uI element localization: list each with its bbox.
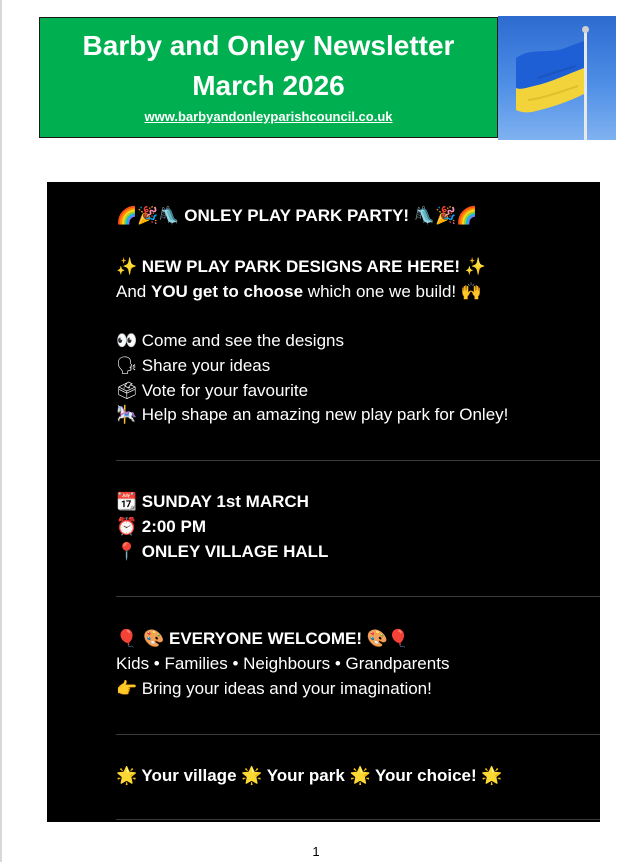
list-item: [116, 329, 508, 354]
list-item: [116, 379, 508, 404]
bring-line: [116, 677, 449, 702]
star-icon: 🌟: [349, 766, 371, 786]
page-number: 1: [312, 844, 320, 859]
newsletter-header: [39, 17, 498, 138]
event-time-text: 2:00 PM: [141, 516, 206, 536]
section-divider: [116, 734, 600, 735]
flag-pole: [584, 30, 587, 140]
bring-text: Bring your ideas and your imagination!: [141, 678, 432, 698]
eyes-icon: 👀: [116, 331, 138, 351]
intro-block: [116, 255, 486, 305]
ballot-box-icon: 🗳: [116, 380, 138, 401]
welcome-block: [116, 627, 449, 701]
section-divider: [116, 460, 600, 461]
headline-text: ONLEY PLAY PARK PARTY!: [184, 206, 410, 225]
poster-headline: [116, 204, 477, 229]
headline-right-icons: 🛝🎉🌈: [413, 206, 478, 226]
speaking-head-icon: 🗣: [116, 355, 138, 376]
slogan: [116, 764, 502, 789]
left-margin-rule: [0, 0, 2, 862]
pin-icon: 📍: [116, 541, 138, 562]
star-icon: 🌟: [241, 766, 263, 786]
welcome-heading-text: EVERYONE WELCOME!: [169, 629, 362, 648]
ukraine-flag-image: [498, 16, 616, 140]
calendar-icon: 📆: [116, 492, 138, 512]
section-divider: [116, 596, 600, 597]
slogan-part-1: Your village: [141, 766, 237, 785]
flag-icon: [498, 16, 616, 140]
section-divider: [116, 819, 600, 820]
event-place: [116, 540, 328, 565]
event-time: [116, 515, 328, 540]
alarm-clock-icon: ⏰: [116, 516, 138, 537]
sparkles-icon: ✨: [464, 257, 486, 277]
intro-line-2-prefix: And: [116, 281, 151, 301]
sparkles-icon: ✨: [116, 257, 138, 277]
list-item: [116, 403, 508, 428]
title-line-2: March 2026: [192, 70, 345, 101]
palette-balloon-icons: 🎨🎈: [366, 629, 410, 649]
event-date-text: SUNDAY 1st MARCH: [141, 492, 309, 511]
star-icon: 🌟: [116, 766, 138, 786]
action-text: Vote for your favourite: [141, 380, 309, 400]
action-text: Share your ideas: [141, 355, 271, 375]
audience-line: Kids • Families • Neighbours • Grandparents: [116, 653, 450, 673]
star-icon: 🌟: [481, 766, 503, 786]
pointing-hand-icon: 👉: [116, 678, 138, 699]
event-place-text: ONLEY VILLAGE HALL: [141, 541, 329, 561]
event-date: [116, 490, 328, 515]
website-link[interactable]: www.barbyandonleyparishcouncil.co.uk: [144, 109, 393, 124]
slogan-part-3: Your choice!: [374, 766, 477, 785]
event-details: [116, 490, 328, 564]
title-line-1: Barby and Onley Newsletter: [82, 30, 455, 61]
carousel-horse-icon: 🎠: [116, 405, 138, 426]
actions-list: [116, 329, 508, 428]
flag-pole-finial: [582, 26, 589, 33]
intro-line-2-bold: YOU get to choose: [150, 281, 304, 301]
intro-line-2-suffix: which one we build!: [303, 281, 457, 301]
intro-line-2: [116, 280, 486, 305]
intro-line-1: [116, 255, 486, 280]
action-text: Help shape an amazing new play park for Onley!: [141, 405, 509, 425]
intro-line-1-text: NEW PLAY PARK DESIGNS ARE HERE!: [141, 257, 461, 276]
newsletter-title: [40, 18, 497, 106]
list-item: [116, 354, 508, 379]
balloon-palette-icons: 🎈 🎨: [116, 629, 165, 649]
raised-hands-icon: 🙌: [460, 281, 483, 302]
slogan-part-2: Your park: [266, 766, 345, 785]
headline-left-icons: 🌈🎉🛝: [116, 206, 180, 226]
play-park-poster: [47, 182, 600, 822]
action-text: Come and see the designs: [141, 331, 344, 350]
welcome-heading: [116, 627, 449, 652]
